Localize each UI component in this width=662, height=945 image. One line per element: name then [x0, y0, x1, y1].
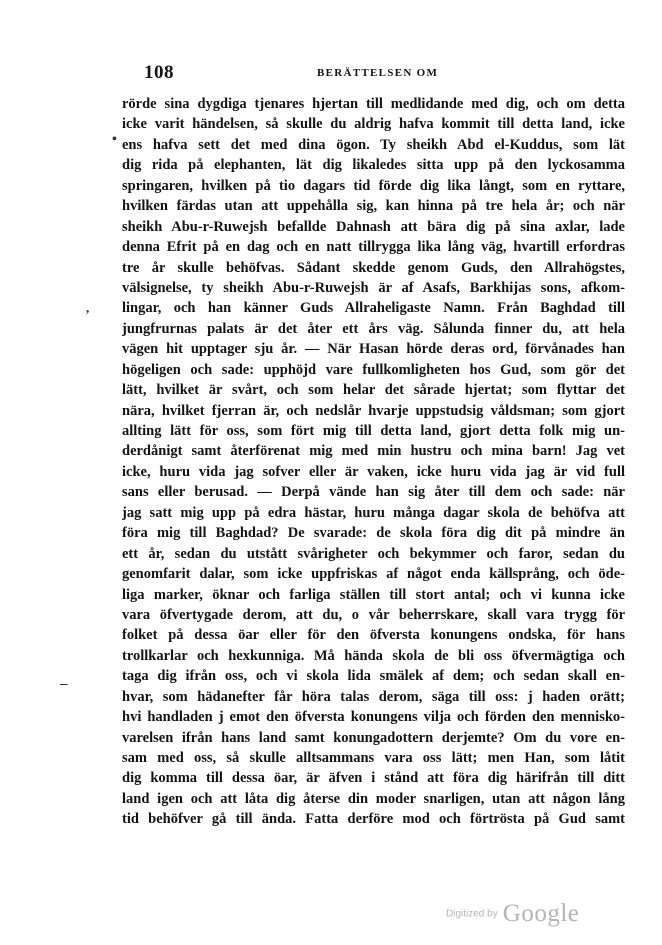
- text-line: icke varit händelsen, så skulle du aldrig hafva kommit till detta land, icke: [122, 116, 625, 133]
- text-line: trollkarlar och hexkunniga. Må hända skola de bli oss öfvermägtiga och: [122, 647, 625, 664]
- text-line: liga marker, öknar och farliga ställen till stort antal; och vi kunna icke: [122, 586, 625, 603]
- text-line: vägen hit upptager sju år. — När Hasan hörde deras ord, förvånades han: [122, 341, 625, 358]
- text-line: jag satt mig upp på edra hästar, huru många dagar skola de behöfva att: [122, 504, 625, 521]
- text-line: genomfarit dalar, som icke uppfriskas af något enda källsprång, och öde-: [122, 566, 625, 583]
- text-line: nära, hvilket fjerran är, och nedslår hvarje uppstudsig våldsman; som gjort: [122, 402, 625, 419]
- margin-dot-mark: •: [112, 132, 117, 147]
- text-line: land igen och att låta dig återse din moder snarligen, utan att någon lång: [122, 790, 625, 807]
- text-line: dig komma till dessa öar, är äfven i stånd att föra dig härifrån till ditt: [122, 770, 625, 787]
- watermark-prefix: Digitized by: [446, 908, 498, 920]
- text-line: varelsen ifrån hans land samt konungadottern derjemte? Om du vore en-: [122, 729, 625, 746]
- text-line: ett år, sedan du utstått svårigheter och bekymmer och faror, sedan du: [122, 545, 625, 562]
- margin-comma-mark: ,: [86, 300, 90, 315]
- text-line: lätt, hvilket är svårt, och som helar det sårade hjertat; som flyttar det: [122, 382, 625, 399]
- page-number: 108: [144, 62, 174, 83]
- google-wordmark: Google: [502, 900, 580, 927]
- text-line: taga dig ifrån oss, och vi skola lida smälek af dem; och sedan skall en-: [122, 668, 625, 685]
- text-line: tid behöfver gå till ända. Fatta derföre mod och förtrösta på Gud samt: [122, 811, 625, 828]
- text-line: hvar, som hädanefter får höra talas derom, säga till oss: j haden orätt;: [122, 688, 625, 705]
- text-line: vara öfvertygade derom, att du, o vår beherrskare, skall vara trygg för: [122, 606, 625, 623]
- text-line: icke, huru vida jag sofver eller är vaken, icke huru vida jag är vid full: [122, 463, 625, 480]
- text-line: rörde sina dygdiga tjenares hjertan till medlidande med dig, och om detta: [122, 96, 625, 112]
- text-line: välsignelse, ty sheikh Abu-r-Ruwejsh är af Asafs, Barkhijas sons, afkom-: [122, 279, 625, 296]
- text-line: lingar, och han känner Guds Allraheligaste Namn. Från Baghdad till: [122, 300, 625, 317]
- text-line: allting lätt för oss, som fört mig till detta land, gjort detta folk mig un-: [122, 423, 625, 439]
- text-line: högeligen och sade: upphöjd vare fullkomligheten hos Gud, som gör det: [122, 361, 625, 378]
- running-head: BERÄTTELSEN OM: [317, 67, 439, 79]
- text-line: denna Efrit på en dag och en natt tillrygga lika lång väg, hvartill erfordras: [122, 239, 625, 256]
- text-line: hvi handladen j emot den öfversta konungens vilja och förden den mennisko-: [122, 709, 625, 726]
- text-line: hvilken färdas utan att uppehålla sig, kan hinna på tre hela år; och när: [122, 198, 625, 215]
- text-line: dig rida på elephanten, lät dig likaledes sitta upp på den lyckosamma: [122, 157, 625, 174]
- digitized-by-google-watermark: [446, 900, 579, 930]
- text-line: sheikh Abu-r-Ruwejsh befallde Dahnash att bära dig på sina axlar, lade: [122, 218, 625, 235]
- text-line: tre år skulle behöfvas. Sådant skedde genom Guds, den Allrahögstes,: [122, 259, 625, 276]
- text-line: springaren, hvilken på tio dagars tid förde dig lika långt, som en ryttare,: [122, 177, 625, 194]
- text-line: derdånigt samt återförenat mig med min hustru och mina barn! Jag vet: [122, 443, 625, 460]
- page-header: [122, 62, 627, 86]
- text-line: föra mig till Baghdad? De svarade: de skola föra dig dit på mindre än: [122, 525, 625, 542]
- margin-dash-mark: –: [60, 676, 68, 692]
- text-line: folket på dessa öar eller för den öfversta konungens ondska, för hans: [122, 627, 625, 644]
- text-line: jungfrurnas palats är det åter ett års väg. Sålunda finner du, att hela: [122, 320, 625, 337]
- body-text: [122, 94, 625, 830]
- text-line: ens hafva sett det med dina ögon. Ty sheikh Abd el-Kuddus, som lät: [122, 136, 625, 153]
- text-line: sam med oss, så skulle alltsammans vara oss lätt; men Han, som låtit: [122, 750, 625, 766]
- text-line: sans eller berusad. — Derpå vände han sig åter till dem och sade: när: [122, 484, 625, 501]
